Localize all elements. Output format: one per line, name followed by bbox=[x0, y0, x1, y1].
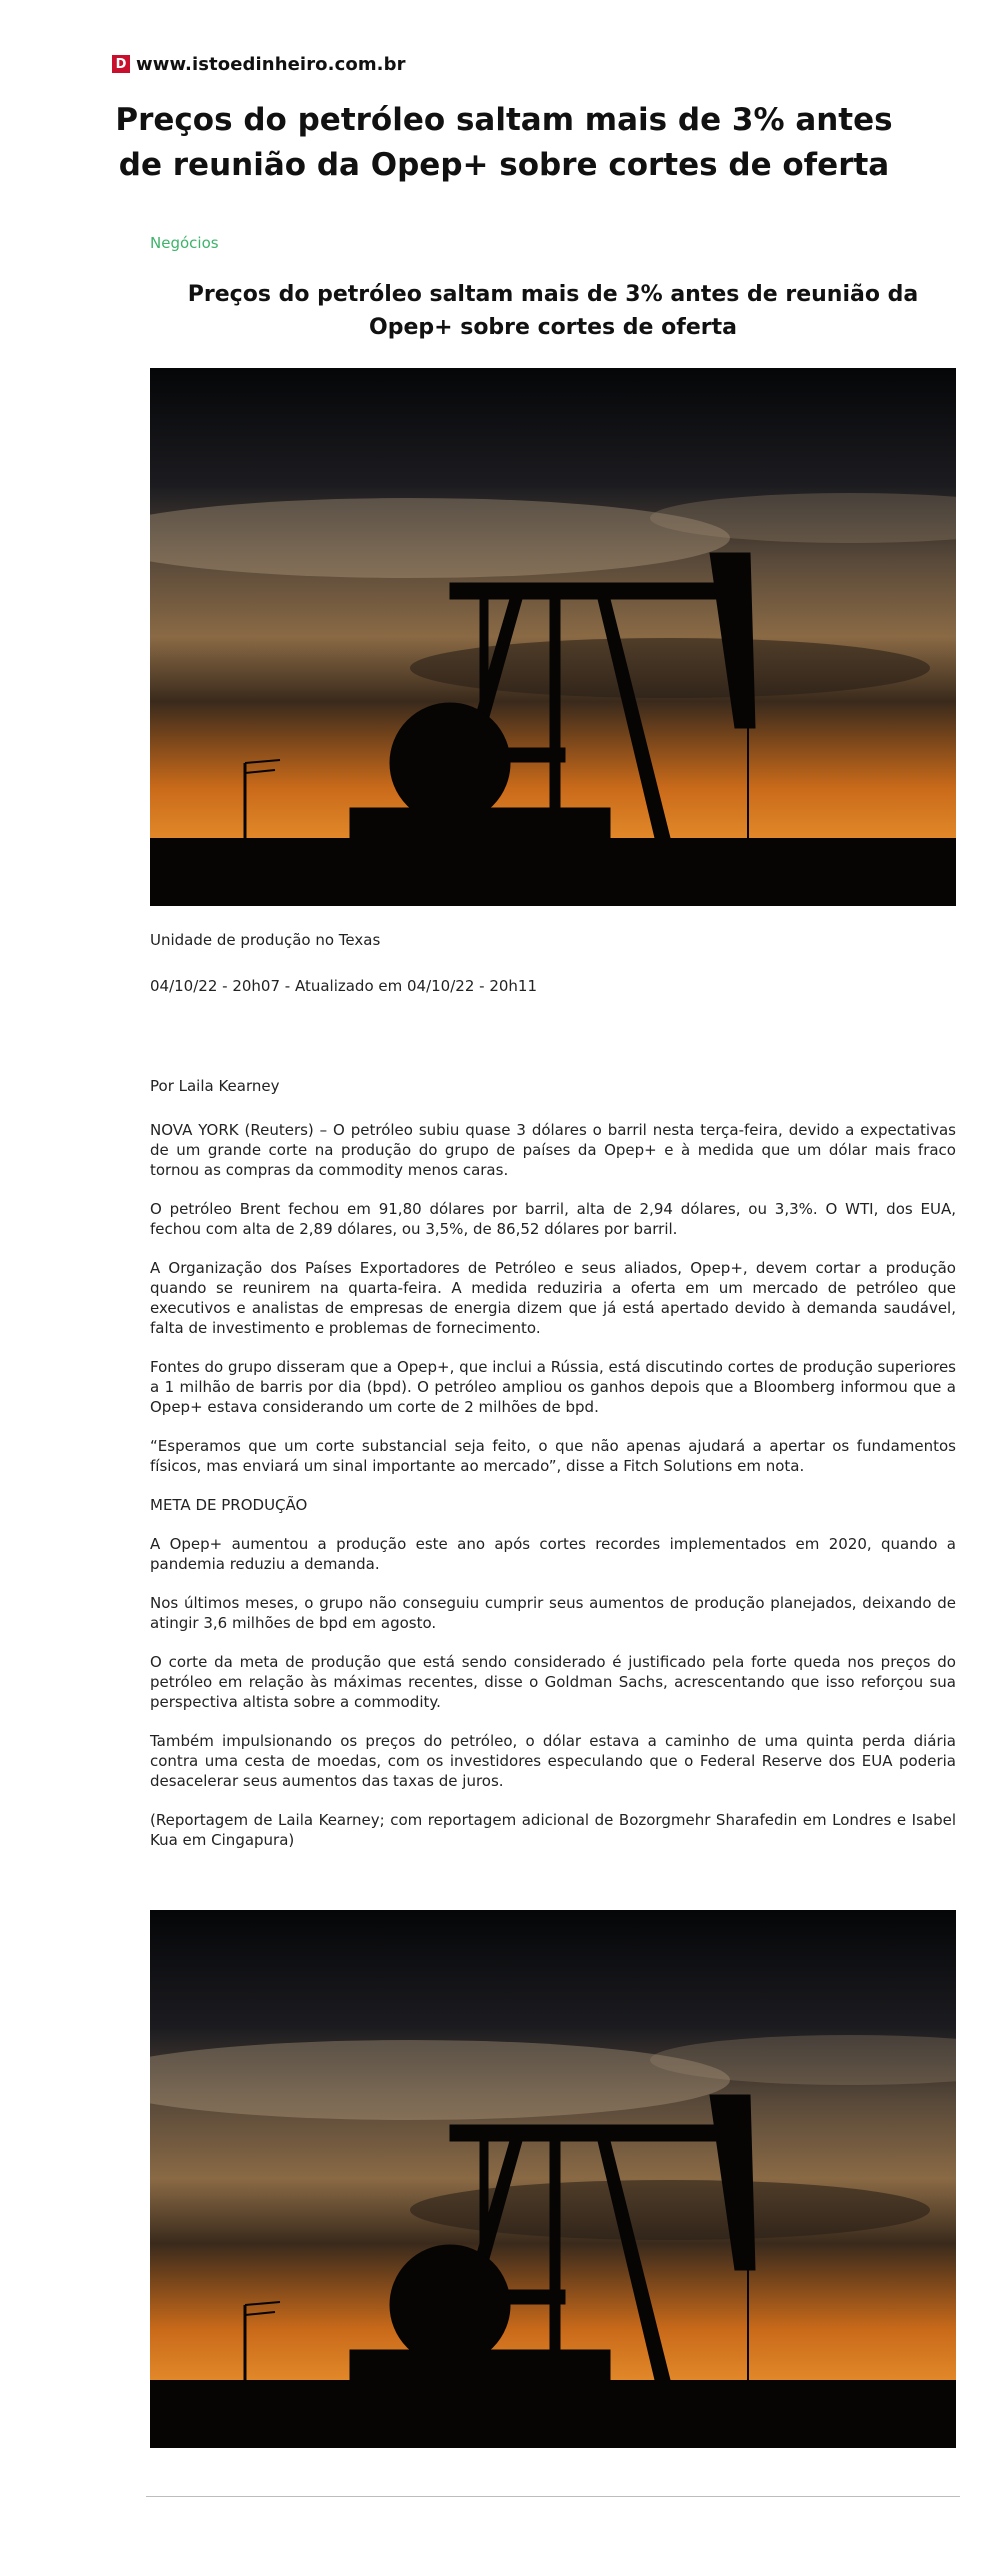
article-headline: Preços do petróleo saltam mais de 3% antes de reunião da Opep+ sobre cortes de oferta bbox=[187, 282, 919, 340]
image-caption: Unidade de produção no Texas bbox=[150, 931, 381, 949]
dateline: 04/10/22 - 20h07 - Atualizado em 04/10/22 - 20h11 bbox=[150, 977, 537, 995]
page-title: Preços do petróleo saltam mais de 3% antes de reunião da Opep+ sobre cortes de oferta bbox=[115, 102, 893, 183]
paragraph: Também impulsionando os preços do petróleo, o dólar estava a caminho de uma quinta perda diária contra uma cesta de moedas, com os investidores especulando que o Federal Reserve dos EUA poderia desacelerar seus aumentos das taxas de juros. bbox=[150, 1732, 956, 1790]
paragraph: A Organização dos Países Exportadores de Petróleo e seus aliados, Opep+, devem cortar a produção quando se reunirem na quarta-feira. A medida reduziria a oferta em um mercado de petróleo que executivos e analistas de empresas de energia dizem que já está apertado devido à demanda saudável, falta de investimento e problemas de fornecimento. bbox=[150, 1259, 956, 1337]
paragraph: Fontes do grupo disseram que a Opep+, que inclui a Rússia, está discutindo cortes de produção superiores a 1 milhão de barris por dia (bpd). O petróleo ampliou os ganhos depois que a Bloomberg informou que a Opep+ estava considerando um corte de 2 milhões de bpd. bbox=[150, 1358, 956, 1416]
category-link[interactable]: Negócios bbox=[150, 234, 219, 252]
article-photo-bottom bbox=[150, 1910, 956, 2448]
article-photo bbox=[150, 368, 956, 906]
paragraph: A Opep+ aumentou a produção este ano após cortes recordes implementados em 2020, quando a pandemia reduziu a demanda. bbox=[150, 1535, 956, 1573]
section-heading: META DE PRODUÇÃO bbox=[150, 1496, 308, 1514]
site-logo-icon: D bbox=[112, 55, 130, 73]
paragraph: (Reportagem de Laila Kearney; com reportagem adicional de Bozorgmehr Sharafedin em Londres e Isabel Kua em Cingapura) bbox=[150, 1811, 956, 1849]
article-body bbox=[150, 1120, 956, 1869]
paragraph: NOVA YORK (Reuters) – O petróleo subiu quase 3 dólares o barril nesta terça-feira, devido a expectativas de um grande corte na produção do grupo de países da Opep+ e à medida que um dólar mais fraco tornou as compras da commodity menos caras. bbox=[150, 1121, 956, 1179]
paragraph: O petróleo Brent fechou em 91,80 dólares por barril, alta de 2,94 dólares, ou 3,3%. O WTI, dos EUA, fechou com alta de 2,89 dólares, ou 3,5%, de 86,52 dólares por barril. bbox=[150, 1200, 956, 1238]
footer-divider bbox=[146, 2496, 960, 2497]
paragraph: Nos últimos meses, o grupo não conseguiu cumprir seus aumentos de produção planejados, deixando de atingir 3,6 milhões de bpd em agosto. bbox=[150, 1594, 956, 1632]
paragraph: “Esperamos que um corte substancial seja feito, o que não apenas ajudará a apertar os fundamentos físicos, mas enviará um sinal importante ao mercado”, disse a Fitch Solutions em nota. bbox=[150, 1437, 956, 1475]
byline: Por Laila Kearney bbox=[150, 1077, 280, 1095]
paragraph: O corte da meta de produção que está sendo considerado é justificado pela forte queda nos preços do petróleo em relação às máximas recentes, disse o Goldman Sachs, acrescentando que isso reforçou sua perspectiva altista sobre a commodity. bbox=[150, 1653, 956, 1711]
masthead bbox=[112, 52, 406, 76]
site-name[interactable]: www.istoedinheiro.com.br bbox=[136, 53, 406, 75]
